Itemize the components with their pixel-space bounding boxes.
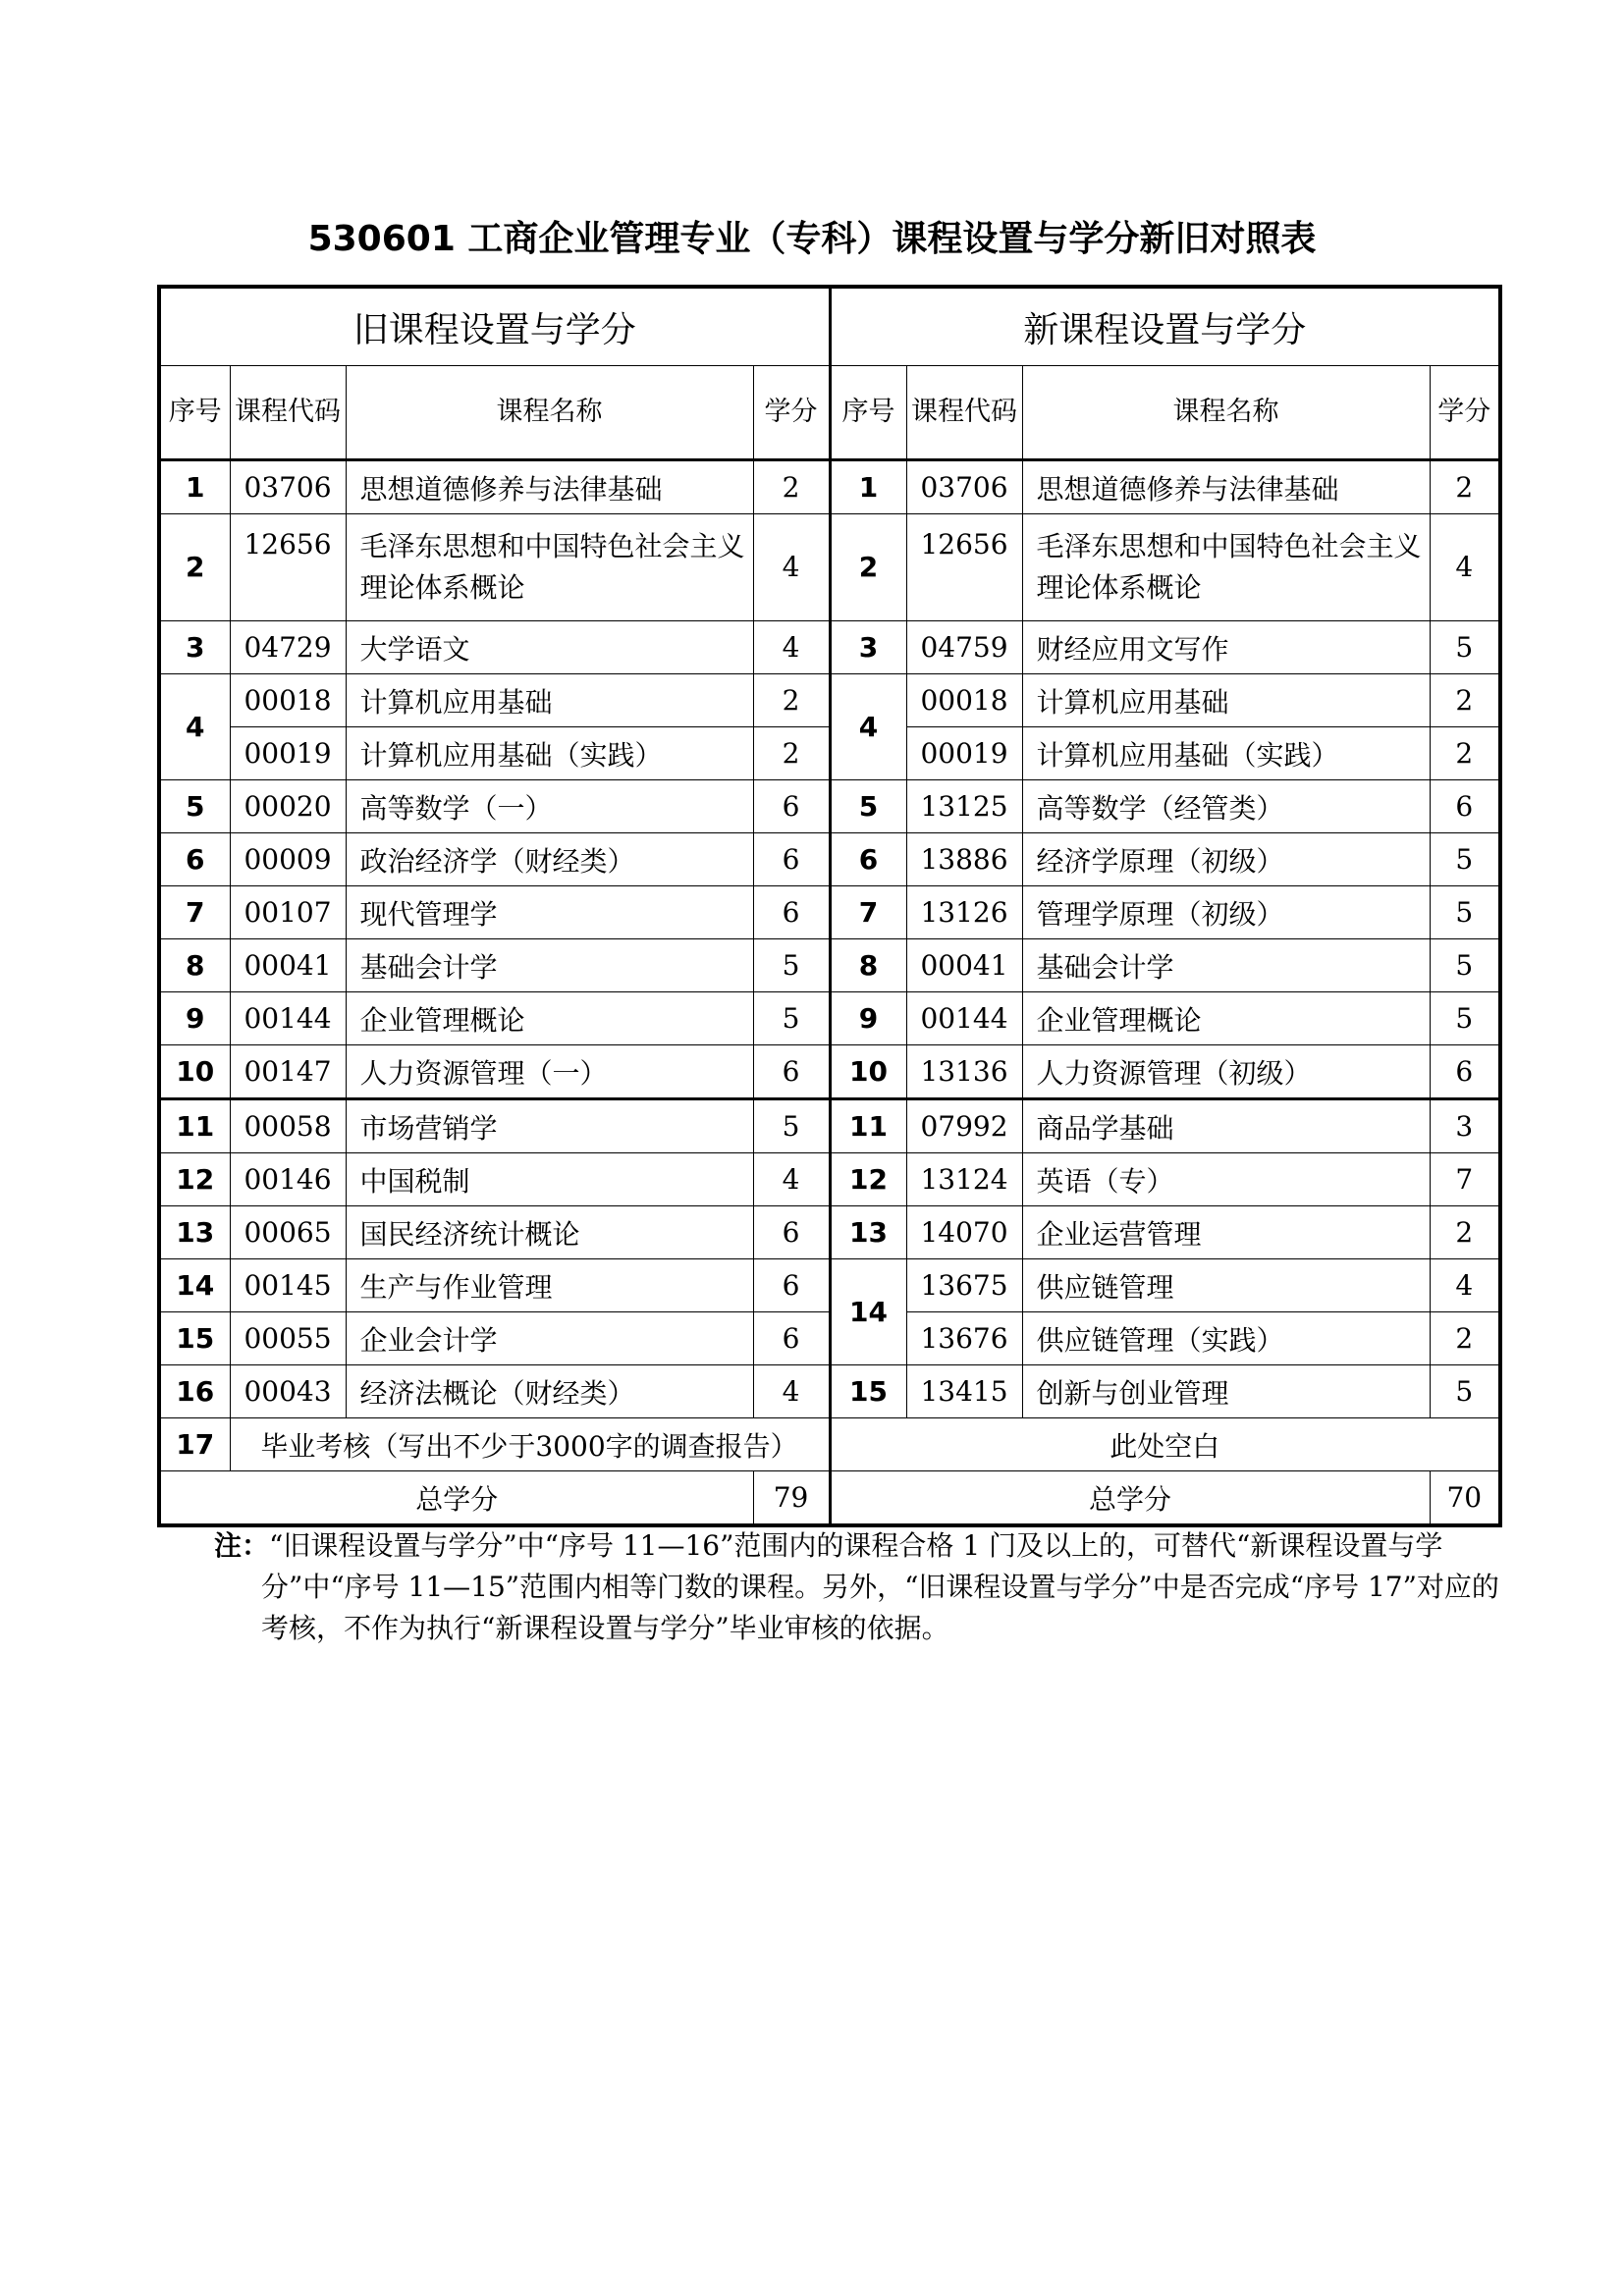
old-code: 00146 — [230, 1153, 346, 1206]
new-credit: 5 — [1430, 833, 1500, 886]
new-seq: 6 — [830, 833, 906, 886]
new-credit: 4 — [1430, 1259, 1500, 1312]
table-row — [159, 621, 1500, 674]
old-seq: 9 — [159, 992, 230, 1045]
new-name: 商品学基础 — [1022, 1099, 1430, 1153]
old-seq: 7 — [159, 886, 230, 939]
new-seq: 4 — [830, 674, 906, 780]
new-code: 13125 — [906, 780, 1022, 833]
old-code-header: 课程代码 — [230, 366, 346, 460]
new-seq: 5 — [830, 780, 906, 833]
old-code: 00058 — [230, 1099, 346, 1153]
new-seq: 9 — [830, 992, 906, 1045]
new-seq: 10 — [830, 1045, 906, 1099]
new-credit: 5 — [1430, 1365, 1500, 1418]
old-seq: 10 — [159, 1045, 230, 1099]
table-row — [159, 1418, 1500, 1471]
old-name: 计算机应用基础 — [346, 674, 753, 727]
new-name: 英语（专） — [1022, 1153, 1430, 1206]
old-code: 00043 — [230, 1365, 346, 1418]
old-code: 00018 — [230, 674, 346, 727]
table-row — [159, 460, 1500, 514]
old-seq: 16 — [159, 1365, 230, 1418]
new-seq: 12 — [830, 1153, 906, 1206]
old-name: 现代管理学 — [346, 886, 753, 939]
new-credit: 7 — [1430, 1153, 1500, 1206]
old-credit: 6 — [753, 1312, 830, 1365]
new-code: 14070 — [906, 1206, 1022, 1259]
new-credit: 6 — [1430, 780, 1500, 833]
old-name: 大学语文 — [346, 621, 753, 674]
old-code: 00065 — [230, 1206, 346, 1259]
table-row — [159, 833, 1500, 886]
new-name: 企业管理概论 — [1022, 992, 1430, 1045]
old-section-header: 旧课程设置与学分 — [159, 287, 830, 366]
old-credit: 5 — [753, 992, 830, 1045]
new-credit: 5 — [1430, 939, 1500, 992]
footnote-label: 注： — [214, 1529, 270, 1562]
old-seq: 8 — [159, 939, 230, 992]
old-credit: 4 — [753, 621, 830, 674]
new-name: 人力资源管理（初级） — [1022, 1045, 1430, 1099]
old-code: 00147 — [230, 1045, 346, 1099]
old-name: 生产与作业管理 — [346, 1259, 753, 1312]
old-seq-header: 序号 — [159, 366, 230, 460]
new-credit: 2 — [1430, 674, 1500, 727]
table-row — [159, 1099, 1500, 1153]
new-total-value: 70 — [1430, 1471, 1500, 1526]
new-code: 13124 — [906, 1153, 1022, 1206]
new-name: 基础会计学 — [1022, 939, 1430, 992]
old-seq: 5 — [159, 780, 230, 833]
old-name: 市场营销学 — [346, 1099, 753, 1153]
old-credit: 6 — [753, 1206, 830, 1259]
new-code: 13415 — [906, 1365, 1022, 1418]
new-credit: 4 — [1430, 514, 1500, 621]
old-seq: 1 — [159, 460, 230, 514]
old-credit: 4 — [753, 514, 830, 621]
old-code: 00145 — [230, 1259, 346, 1312]
new-name: 管理学原理（初级） — [1022, 886, 1430, 939]
new-code: 00018 — [906, 674, 1022, 727]
column-header-row — [159, 366, 1500, 460]
new-name: 计算机应用基础（实践） — [1022, 727, 1430, 780]
graduation-assessment: 毕业考核（写出不少于3000字的调查报告） — [230, 1418, 830, 1471]
new-seq: 8 — [830, 939, 906, 992]
new-name-header: 课程名称 — [1022, 366, 1430, 460]
old-name: 人力资源管理（一） — [346, 1045, 753, 1099]
old-name: 计算机应用基础（实践） — [346, 727, 753, 780]
table-row — [159, 1153, 1500, 1206]
table-row — [159, 674, 1500, 727]
old-total-label: 总学分 — [159, 1471, 753, 1526]
new-name: 供应链管理 — [1022, 1259, 1430, 1312]
old-seq: 6 — [159, 833, 230, 886]
new-credit: 2 — [1430, 1206, 1500, 1259]
new-code: 13675 — [906, 1259, 1022, 1312]
new-code: 13126 — [906, 886, 1022, 939]
old-name: 经济法概论（财经类） — [346, 1365, 753, 1418]
old-code: 00041 — [230, 939, 346, 992]
table-row — [159, 1365, 1500, 1418]
old-name: 企业会计学 — [346, 1312, 753, 1365]
old-seq: 2 — [159, 514, 230, 621]
old-name: 企业管理概论 — [346, 992, 753, 1045]
old-seq: 12 — [159, 1153, 230, 1206]
old-seq: 17 — [159, 1418, 230, 1471]
old-seq: 3 — [159, 621, 230, 674]
new-credit: 6 — [1430, 1045, 1500, 1099]
old-seq: 13 — [159, 1206, 230, 1259]
new-name: 财经应用文写作 — [1022, 621, 1430, 674]
old-code: 00144 — [230, 992, 346, 1045]
new-credit: 2 — [1430, 460, 1500, 514]
new-code: 13136 — [906, 1045, 1022, 1099]
old-total-value: 79 — [753, 1471, 830, 1526]
old-seq: 4 — [159, 674, 230, 780]
table-row — [159, 1206, 1500, 1259]
new-total-label: 总学分 — [830, 1471, 1430, 1526]
old-credit: 4 — [753, 1365, 830, 1418]
new-code: 03706 — [906, 460, 1022, 514]
old-credit: 6 — [753, 886, 830, 939]
new-credit: 5 — [1430, 886, 1500, 939]
table-row — [159, 992, 1500, 1045]
old-credit: 2 — [753, 727, 830, 780]
old-code: 00020 — [230, 780, 346, 833]
new-code: 12656 — [906, 514, 1022, 621]
section-header-row — [159, 287, 1500, 366]
old-credit: 4 — [753, 1153, 830, 1206]
old-code: 04729 — [230, 621, 346, 674]
new-name: 高等数学（经管类） — [1022, 780, 1430, 833]
footnote — [214, 1525, 1504, 1649]
new-credit-header: 学分 — [1430, 366, 1500, 460]
new-credit: 2 — [1430, 1312, 1500, 1365]
old-name: 思想道德修养与法律基础 — [346, 460, 753, 514]
new-seq: 15 — [830, 1365, 906, 1418]
new-name: 毛泽东思想和中国特色社会主义理论体系概论 — [1022, 514, 1430, 621]
new-code: 04759 — [906, 621, 1022, 674]
new-seq-header: 序号 — [830, 366, 906, 460]
old-code: 00055 — [230, 1312, 346, 1365]
old-seq: 14 — [159, 1259, 230, 1312]
old-name: 基础会计学 — [346, 939, 753, 992]
old-credit: 6 — [753, 780, 830, 833]
old-name: 国民经济统计概论 — [346, 1206, 753, 1259]
new-code: 00144 — [906, 992, 1022, 1045]
new-seq: 13 — [830, 1206, 906, 1259]
old-credit: 5 — [753, 939, 830, 992]
new-code: 13886 — [906, 833, 1022, 886]
new-name: 思想道德修养与法律基础 — [1022, 460, 1430, 514]
new-name: 供应链管理（实践） — [1022, 1312, 1430, 1365]
old-seq: 11 — [159, 1099, 230, 1153]
new-code: 00041 — [906, 939, 1022, 992]
new-credit: 2 — [1430, 727, 1500, 780]
new-seq: 2 — [830, 514, 906, 621]
old-credit: 6 — [753, 833, 830, 886]
new-code-header: 课程代码 — [906, 366, 1022, 460]
new-name: 经济学原理（初级） — [1022, 833, 1430, 886]
old-code: 00019 — [230, 727, 346, 780]
new-seq: 3 — [830, 621, 906, 674]
document-title: 530601 工商企业管理专业（专科）课程设置与学分新旧对照表 — [307, 219, 1317, 259]
table-row — [159, 780, 1500, 833]
new-name: 计算机应用基础 — [1022, 674, 1430, 727]
old-credit: 5 — [753, 1099, 830, 1153]
new-seq: 14 — [830, 1259, 906, 1365]
new-name: 创新与创业管理 — [1022, 1365, 1430, 1418]
new-seq: 11 — [830, 1099, 906, 1153]
table-row — [159, 939, 1500, 992]
new-credit: 3 — [1430, 1099, 1500, 1153]
new-credit: 5 — [1430, 621, 1500, 674]
old-credit: 6 — [753, 1045, 830, 1099]
new-name: 企业运营管理 — [1022, 1206, 1430, 1259]
new-code: 13676 — [906, 1312, 1022, 1365]
old-credit: 2 — [753, 674, 830, 727]
footnote-text: “旧课程设置与学分”中“序号 11—16”范围内的课程合格 1 门及以上的，可替代“新课程设置与学分”中“序号 11—15”范围内相等门数的课程。另外，“旧课程设置与学分”中是否完成“序号 17”对应的考核，不作为执行“新课程设置与学分”毕业审核的依据。 — [261, 1529, 1499, 1644]
old-credit: 2 — [753, 460, 830, 514]
new-section-header: 新课程设置与学分 — [830, 287, 1500, 366]
new-seq: 1 — [830, 460, 906, 514]
new-credit: 5 — [1430, 992, 1500, 1045]
old-name: 毛泽东思想和中国特色社会主义理论体系概论 — [346, 514, 753, 621]
new-code: 00019 — [906, 727, 1022, 780]
table-row — [159, 886, 1500, 939]
new-seq: 7 — [830, 886, 906, 939]
table-row — [159, 1259, 1500, 1312]
table-row — [159, 1045, 1500, 1099]
old-name: 政治经济学（财经类） — [346, 833, 753, 886]
old-name: 中国税制 — [346, 1153, 753, 1206]
old-code: 12656 — [230, 514, 346, 621]
old-seq: 15 — [159, 1312, 230, 1365]
totals-row — [159, 1471, 1500, 1526]
table-row — [159, 514, 1500, 621]
old-code: 00107 — [230, 886, 346, 939]
old-credit: 6 — [753, 1259, 830, 1312]
old-credit-header: 学分 — [753, 366, 830, 460]
old-name-header: 课程名称 — [346, 366, 753, 460]
new-code: 07992 — [906, 1099, 1022, 1153]
course-comparison-table — [157, 285, 1502, 1527]
old-code: 03706 — [230, 460, 346, 514]
blank-note: 此处空白 — [830, 1418, 1500, 1471]
old-name: 高等数学（一） — [346, 780, 753, 833]
old-code: 00009 — [230, 833, 346, 886]
